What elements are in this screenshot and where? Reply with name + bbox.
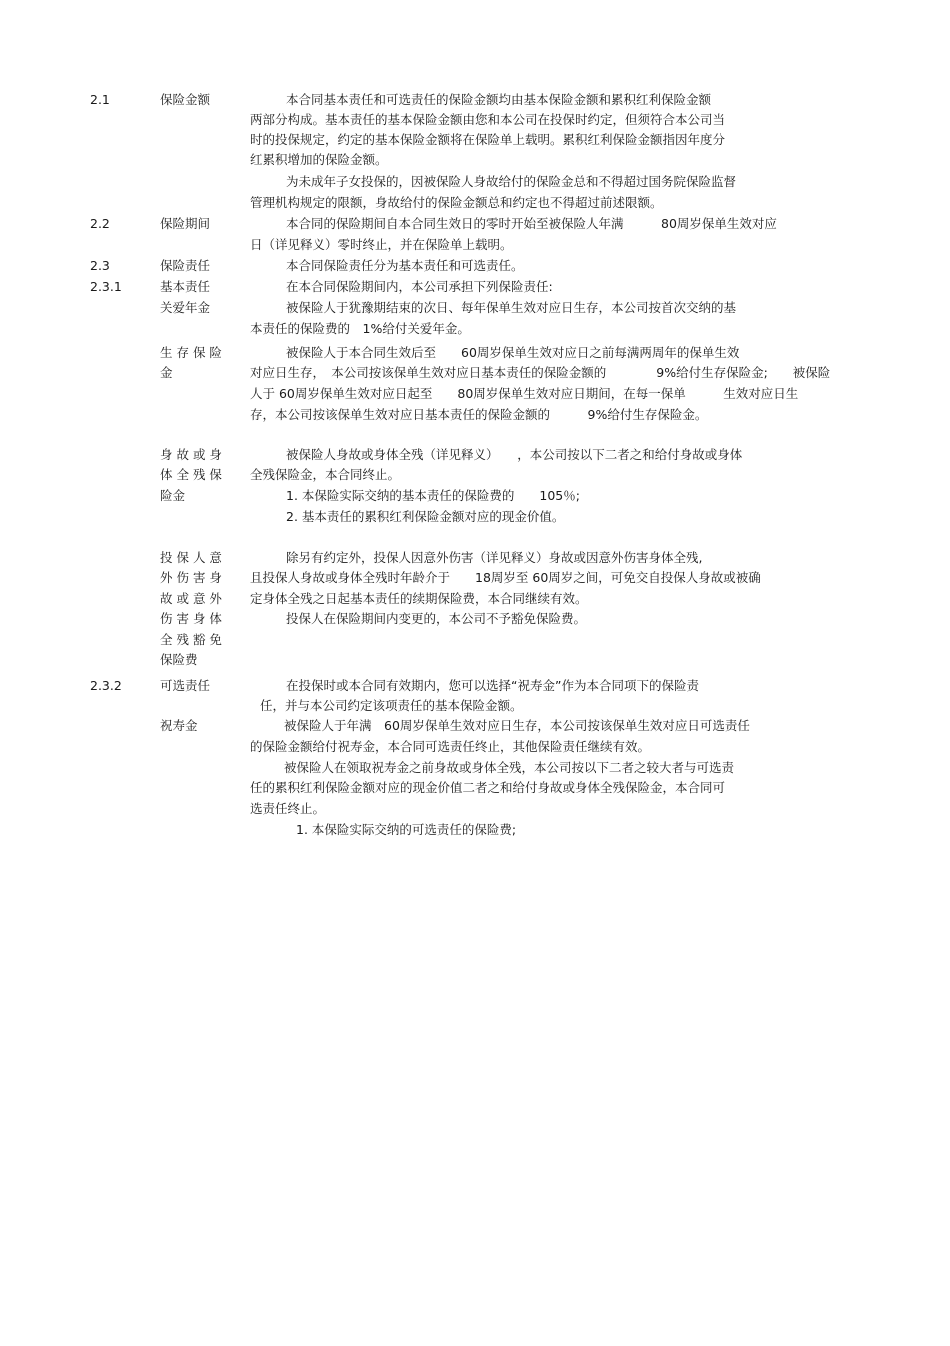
section-term: 保险金额	[160, 92, 211, 107]
body-line: 且投保人身故或身体全残时年龄介于 18周岁至 60周岁之间，可免交自投保人身故或被确	[250, 570, 761, 585]
body-line: 1. 本保险实际交纳的可选责任的保险费;	[296, 822, 517, 837]
body-line: 本合同的保险期间自本合同生效日的零时开始至被保险人年满 80周岁保单生效对应	[286, 216, 777, 231]
section-term-line: 保险费	[160, 652, 198, 667]
section-term-line: 体 全 残 保	[160, 467, 222, 482]
section-term-line: 外 伤 害 身	[160, 570, 222, 585]
body-line: 日（详见释义）零时终止，并在保险单上载明。	[250, 237, 513, 252]
section-number: 2.3	[90, 258, 110, 273]
body-line: 为未成年子女投保的，因被保险人身故给付的保险金总和不得超过国务院保险监督	[286, 174, 737, 189]
section-term: 保险期间	[160, 216, 211, 231]
body-line: 被保险人于犹豫期结束的次日、每年保单生效对应日生存，本公司按首次交纳的基	[286, 300, 737, 315]
body-line: 本合同保险责任分为基本责任和可选责任。	[286, 258, 524, 273]
section-term: 关爱年金	[160, 300, 211, 315]
section-number: 2.3.2	[90, 678, 122, 693]
body-line: 投保人在保险期间内变更的，本公司不予豁免保险费。	[286, 611, 587, 626]
body-line: 被保险人于年满 60周岁保单生效对应日生存，本公司按该保单生效对应日可选责任	[284, 718, 750, 733]
body-line: 任，并与本公司约定该项责任的基本保险金额。	[260, 698, 523, 713]
section-term: 祝寿金	[160, 718, 198, 733]
section-term: 可选责任	[160, 678, 211, 693]
body-line: 本责任的保险费的 1%给付关爱年金。	[250, 321, 470, 336]
body-line: 存，本公司按该保单生效对应日基本责任的保险金额的 9%给付生存保险金。	[250, 407, 708, 422]
section-term-line: 故 或 意 外	[160, 591, 222, 606]
section-term-line: 生 存 保 险	[160, 345, 222, 360]
body-line: 定身体全残之日起基本责任的续期保险费，本合同继续有效。	[250, 591, 588, 606]
body-line: 两部分构成。基本责任的基本保险金额由您和本公司在投保时约定，但须符合本公司当	[250, 112, 726, 127]
body-line: 本合同基本责任和可选责任的保险金额均由基本保险金额和累积红利保险金额	[286, 92, 712, 107]
body-line: 除另有约定外，投保人因意外伤害（详见释义）身故或因意外伤害身体全残,	[286, 550, 703, 565]
body-line: 被保险人身故或身体全残（详见释义） ，本公司按以下二者之和给付身故或身体	[286, 447, 743, 462]
section-term-line: 全 残 豁 免	[160, 632, 222, 647]
body-line: 人于 60周岁保单生效对应日起至 80周岁保单生效对应日期间，在每一保单 生效对应日生	[250, 386, 799, 401]
body-line: 全残保险金，本合同终止。	[250, 467, 401, 482]
body-line: 在本合同保险期间内，本公司承担下列保险责任:	[286, 279, 553, 294]
section-term: 保险责任	[160, 258, 211, 273]
section-term-line: 伤 害 身 体	[160, 611, 222, 626]
section-number: 2.1	[90, 92, 110, 107]
body-line: 对应日生存， 本公司按该保单生效对应日基本责任的保险金额的 9%给付生存保险金; 被保险	[250, 365, 831, 380]
section-term-line: 身 故 或 身	[160, 447, 222, 462]
section-term-line: 投 保 人 意	[160, 550, 222, 565]
body-line: 被保险人于本合同生效后至 60周岁保单生效对应日之前每满两周年的保单生效	[286, 345, 740, 360]
section-term: 基本责任	[160, 279, 211, 294]
body-line: 时的投保规定，约定的基本保险金额将在保险单上载明。累积红利保险金额指因年度分	[250, 132, 726, 147]
body-line: 1. 本保险实际交纳的基本责任的保险费的 105％;	[286, 488, 580, 503]
body-line: 的保险金额给付祝寿金，本合同可选责任终止，其他保险责任继续有效。	[250, 739, 651, 754]
body-line: 红累积增加的保险金额。	[250, 152, 388, 167]
body-line: 2. 基本责任的累积红利保险金额对应的现金价值。	[286, 509, 565, 524]
body-line: 选责任终止。	[250, 801, 326, 816]
body-line: 任的累积红利保险金额对应的现金价值二者之和给付身故或身体全残保险金，本合同可	[250, 780, 726, 795]
section-term-line: 险金	[160, 488, 186, 503]
section-number: 2.2	[90, 216, 110, 231]
body-line: 在投保时或本合同有效期内，您可以选择“祝寿金”作为本合同项下的保险责	[286, 678, 699, 693]
section-number: 2.3.1	[90, 279, 122, 294]
section-term-line: 金	[160, 365, 173, 380]
body-line: 被保险人在领取祝寿金之前身故或身体全残，本公司按以下二者之较大者与可选责	[284, 760, 735, 775]
body-line: 管理机构规定的限额，身故给付的保险金额总和约定也不得超过前述限额。	[250, 195, 663, 210]
